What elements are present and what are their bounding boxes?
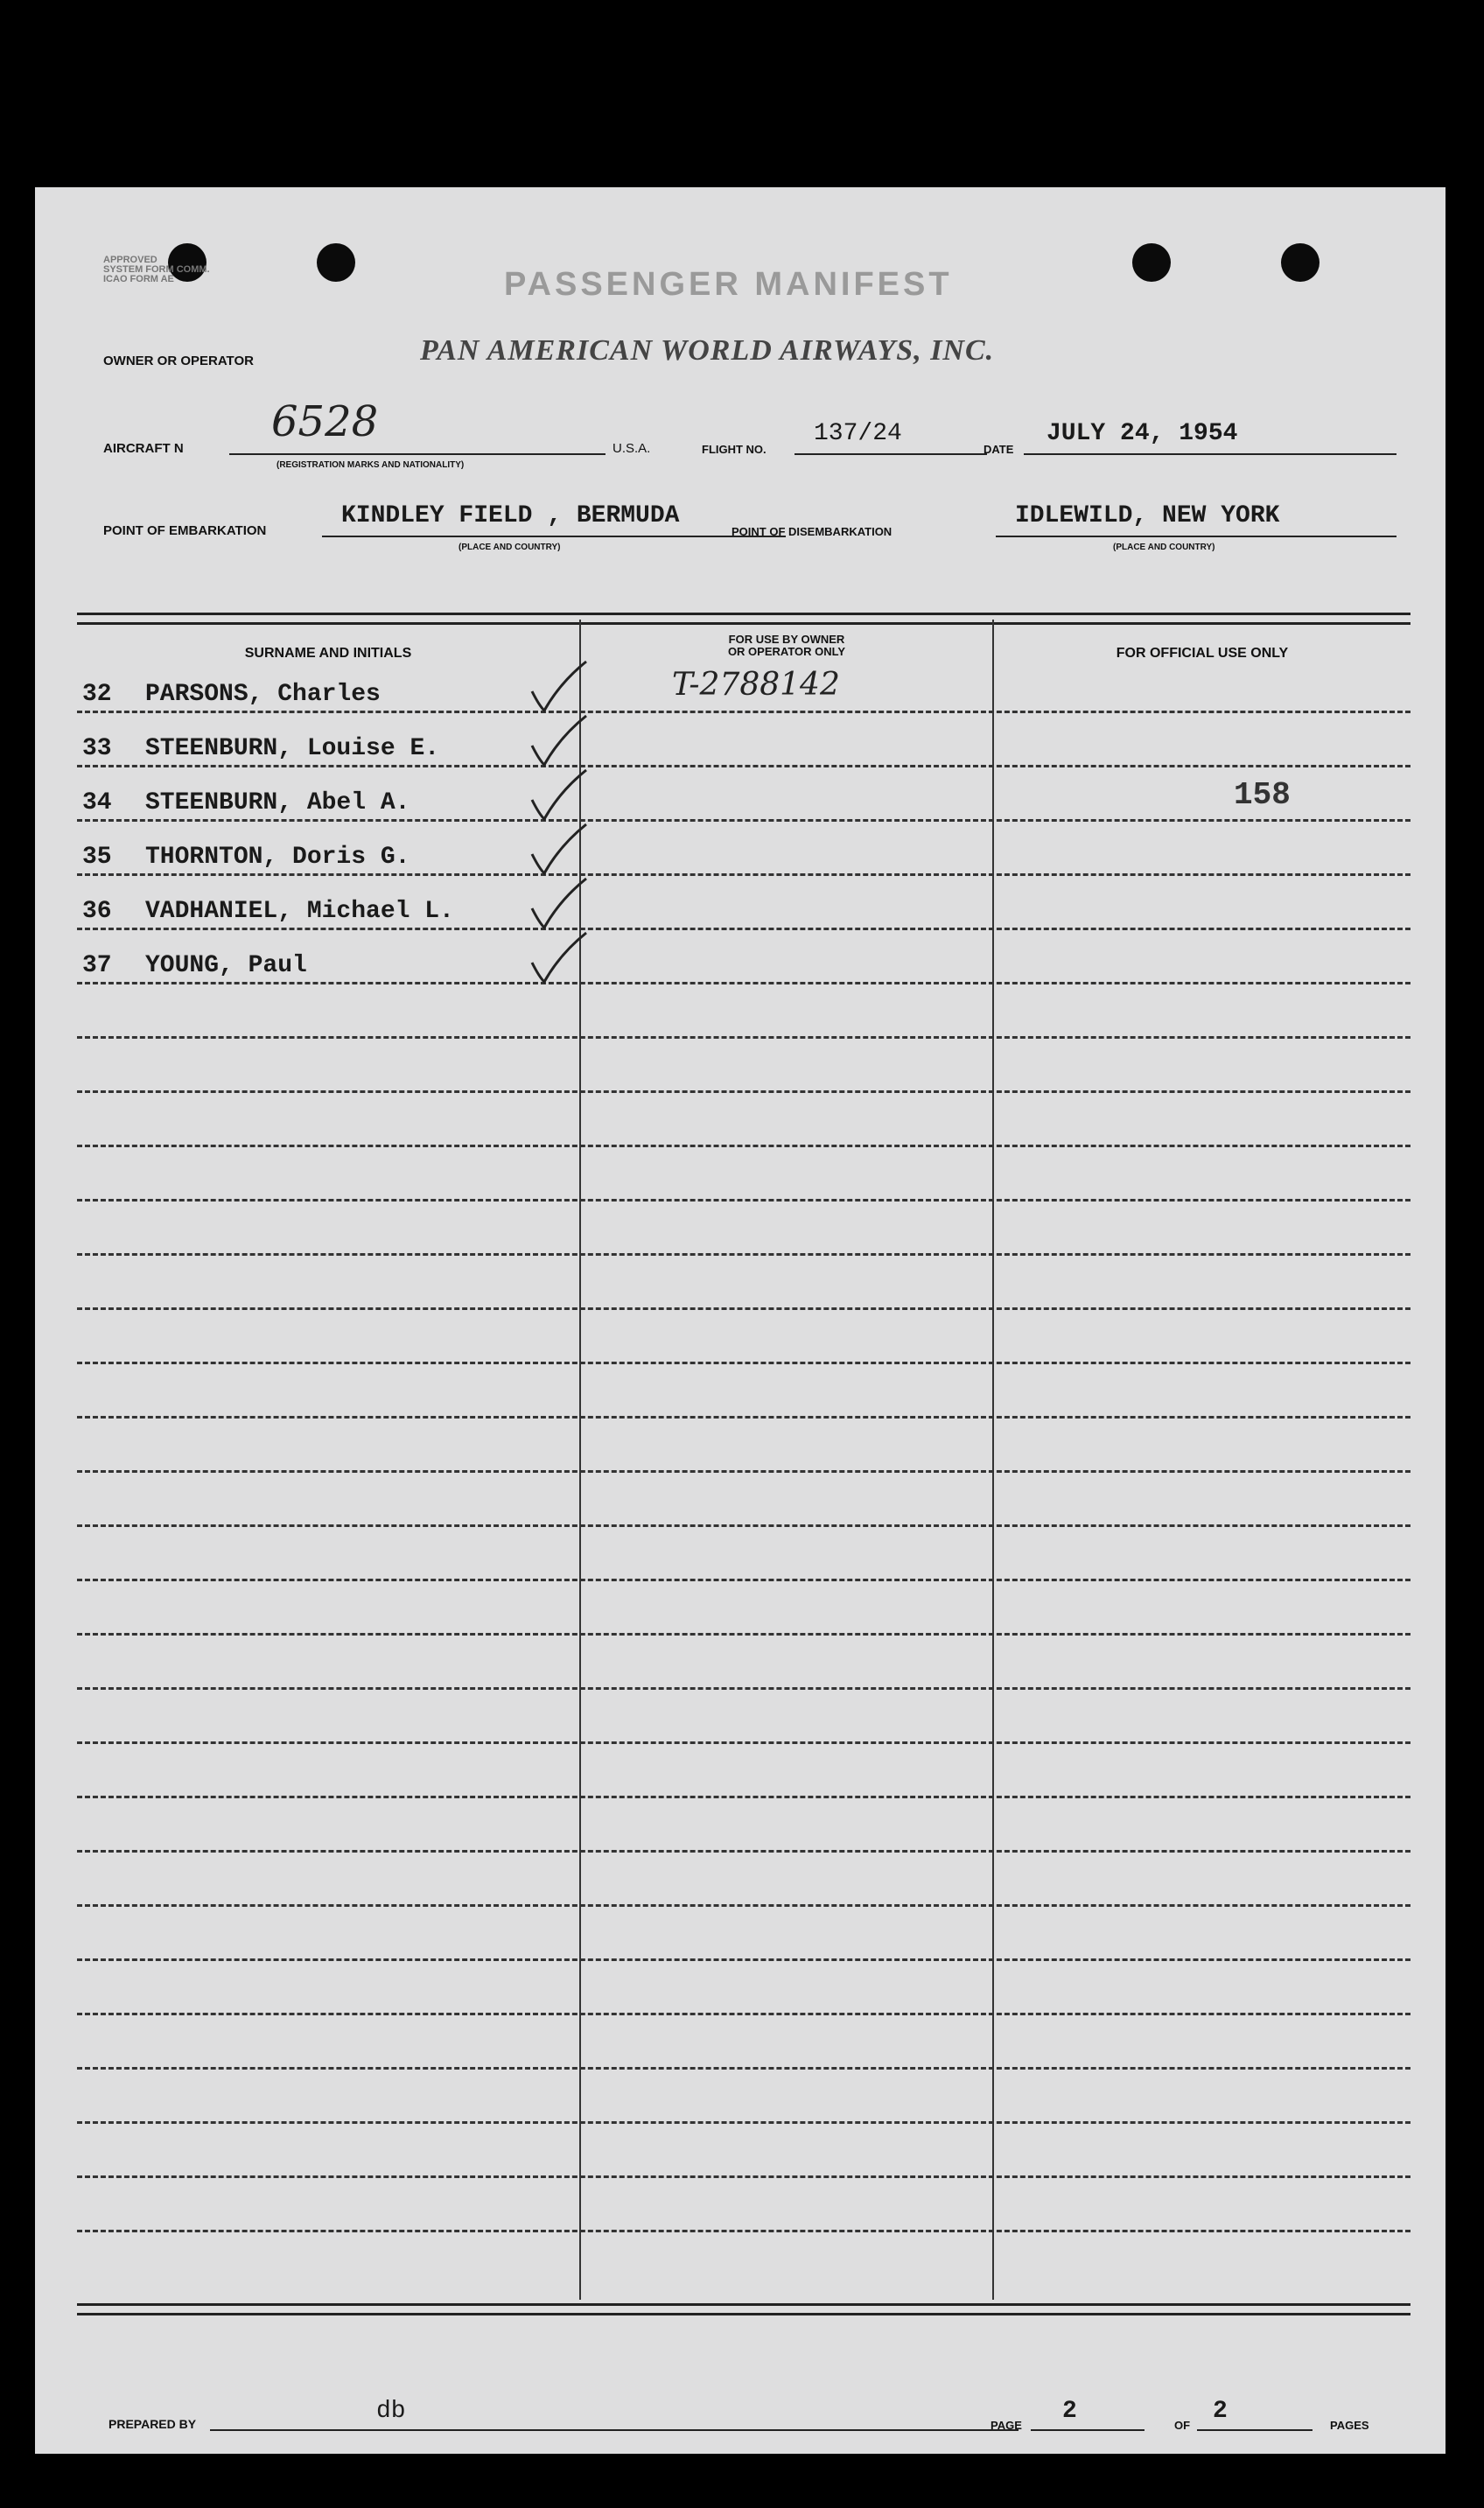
- disembark-underline: [996, 536, 1396, 537]
- passenger-name: YOUNG, Paul: [145, 952, 307, 979]
- row-rule: [77, 2230, 1410, 2232]
- date-underline: [1024, 453, 1396, 455]
- prepared-underline: [210, 2429, 1018, 2431]
- row-rule: [77, 1524, 1410, 1527]
- checkmark-icon: [525, 711, 595, 772]
- disembark-label: POINT OF DISEMBARKATION: [732, 525, 892, 538]
- disembark-value: IDLEWILD, NEW YORK: [1015, 502, 1280, 529]
- passenger-name: STEENBURN, Louise E.: [145, 735, 440, 762]
- official-stamp: 158: [1234, 777, 1291, 813]
- embark-underline: [322, 536, 786, 537]
- embark-label: POINT OF EMBARKATION: [103, 523, 267, 538]
- aircraft-value: 6528: [271, 397, 379, 446]
- checkmark-icon: [525, 928, 595, 989]
- row-rule: [77, 1579, 1410, 1581]
- usa-label: U.S.A.: [612, 441, 651, 456]
- col-header-surname: SURNAME AND INITIALS: [244, 646, 412, 661]
- flight-value: 137/24: [814, 420, 902, 447]
- row-rule: [77, 1741, 1410, 1744]
- row-rule: [77, 765, 1410, 767]
- prepared-value: db: [376, 2398, 406, 2425]
- of-value: 2: [1213, 2398, 1228, 2425]
- row-rule: [77, 1958, 1410, 1961]
- approval-note: APPROVED SYSTEM FORM COMM. ICAO FORM AE: [103, 255, 210, 284]
- row-rule: [77, 1796, 1410, 1798]
- row-rule: [77, 2175, 1410, 2178]
- punch-hole: [1281, 243, 1320, 282]
- row-rule: [77, 928, 1410, 930]
- owner-note: T-2788142: [672, 667, 840, 703]
- row-rule: [77, 2121, 1410, 2124]
- row-rule: [77, 1904, 1410, 1907]
- row-rule: [77, 711, 1410, 713]
- passenger-number: 35: [82, 844, 112, 871]
- passenger-number: 32: [82, 681, 112, 708]
- passenger-number: 36: [82, 898, 112, 925]
- date-value: JULY 24, 1954: [1046, 420, 1238, 447]
- checkmark-icon: [525, 819, 595, 880]
- embark-value: KINDLEY FIELD , BERMUDA: [341, 502, 680, 529]
- passenger-name: THORNTON, Doris G.: [145, 844, 410, 871]
- punch-hole: [1132, 243, 1171, 282]
- page-underline: [1031, 2429, 1144, 2431]
- table-top-rule: [77, 613, 1410, 625]
- row-rule: [77, 1416, 1410, 1419]
- row-rule: [77, 1307, 1410, 1310]
- registration-note: (REGISTRATION MARKS AND NATIONALITY): [276, 460, 465, 470]
- column-separator: [992, 620, 994, 2300]
- row-rule: [77, 1362, 1410, 1364]
- checkmark-icon: [525, 656, 595, 718]
- row-rule: [77, 1687, 1410, 1690]
- embark-note: (PLACE AND COUNTRY): [458, 543, 561, 552]
- row-rule: [77, 1253, 1410, 1256]
- row-rule: [77, 1145, 1410, 1147]
- row-rule: [77, 1199, 1410, 1201]
- punch-hole: [317, 243, 355, 282]
- page-value: 2: [1062, 2398, 1077, 2425]
- table-bottom-rule: [77, 2303, 1410, 2315]
- row-rule: [77, 2067, 1410, 2070]
- row-rule: [77, 1850, 1410, 1853]
- passenger-name: STEENBURN, Abel A.: [145, 789, 410, 816]
- row-rule: [77, 982, 1410, 984]
- col-header-owner: FOR USE BY OWNER OR OPERATOR ONLY: [727, 633, 846, 658]
- airline-name: PAN AMERICAN WORLD AIRWAYS, INC.: [420, 334, 995, 367]
- aircraft-underline: [229, 453, 606, 455]
- row-rule: [77, 1633, 1410, 1636]
- checkmark-icon: [525, 873, 595, 935]
- row-rule: [77, 1470, 1410, 1473]
- pages-label: PAGES: [1330, 2419, 1369, 2432]
- date-label: DATE: [984, 443, 1014, 456]
- of-label: OF: [1174, 2419, 1191, 2432]
- form-title: PASSENGER MANIFEST: [504, 266, 953, 303]
- passenger-name: PARSONS, Charles: [145, 681, 381, 708]
- row-rule: [77, 873, 1410, 876]
- passenger-number: 33: [82, 735, 112, 762]
- checkmark-icon: [525, 765, 595, 826]
- row-rule: [77, 2013, 1410, 2015]
- col-header-official: FOR OFFICIAL USE ONLY: [1116, 646, 1289, 661]
- row-rule: [77, 1036, 1410, 1039]
- row-rule: [77, 1090, 1410, 1093]
- aircraft-label: AIRCRAFT N: [103, 441, 184, 456]
- page-label: PAGE: [990, 2419, 1022, 2432]
- of-underline: [1197, 2429, 1312, 2431]
- passenger-number: 34: [82, 789, 112, 816]
- flight-label: FLIGHT NO.: [702, 443, 766, 456]
- passenger-number: 37: [82, 952, 112, 979]
- row-rule: [77, 819, 1410, 822]
- flight-underline: [794, 453, 987, 455]
- passenger-name: VADHANIEL, Michael L.: [145, 898, 454, 925]
- prepared-label: PREPARED BY: [108, 2417, 197, 2431]
- manifest-sheet: [35, 187, 1446, 2454]
- disembark-note: (PLACE AND COUNTRY): [1113, 543, 1215, 552]
- owner-label: OWNER OR OPERATOR: [103, 354, 254, 368]
